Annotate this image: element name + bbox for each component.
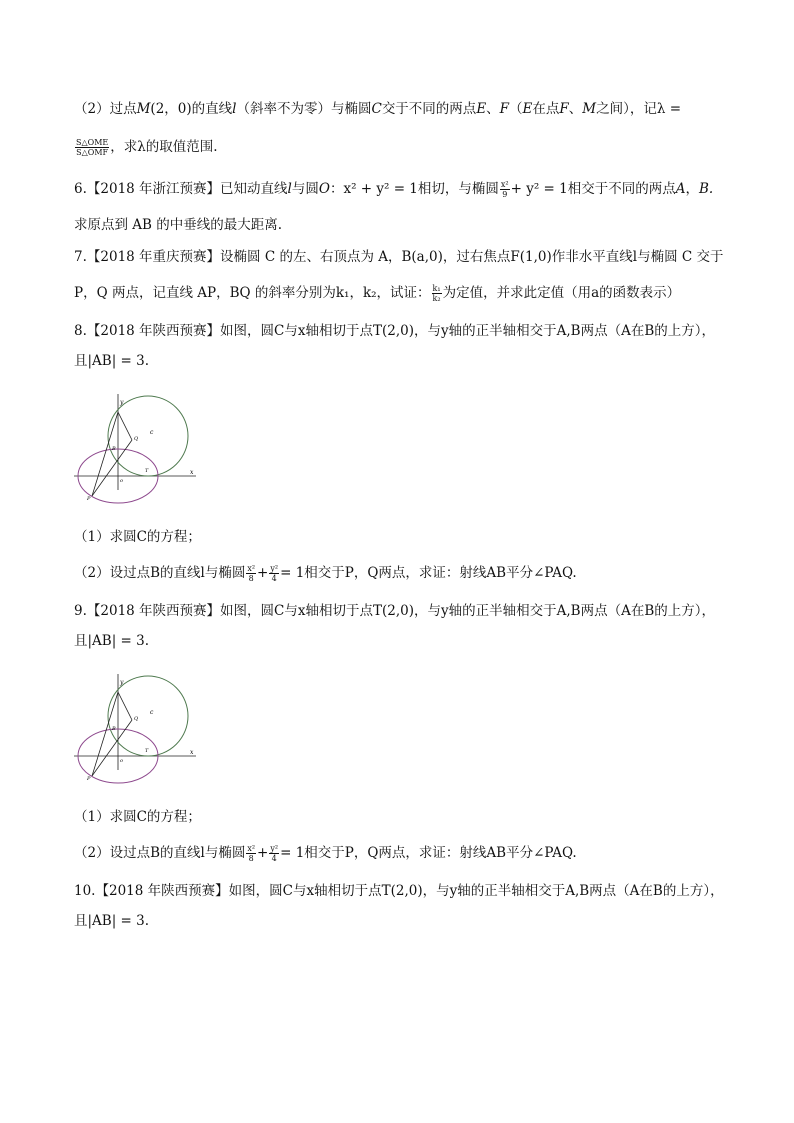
q9-fraction2 — [269, 844, 279, 863]
plus: + — [257, 845, 269, 861]
q5-part2-lead: （2）过点 — [74, 101, 137, 117]
q6-line2: 求原点到 AB 的中垂线的最大距离. — [74, 217, 283, 233]
frac-den: S△OMF — [76, 148, 109, 157]
q9-source: 【2018 年陕西预赛】 — [86, 603, 221, 619]
point-b: B. — [699, 181, 714, 197]
q8-part2 — [74, 564, 577, 583]
segment-aq — [118, 692, 132, 720]
q5-part2-line2 — [74, 138, 218, 157]
q10-line2: 且|AB| = 3. — [74, 913, 150, 929]
q8-figure — [72, 392, 202, 502]
lambda-fraction — [75, 138, 109, 157]
q9-part2a: （2）设过点B的直线l与椭圆 — [74, 845, 246, 861]
label-p: P — [87, 496, 91, 502]
frac-num: x² — [247, 844, 256, 853]
circle-o: O — [318, 181, 330, 197]
frac-num: y² — [270, 844, 279, 853]
frac-num: k₁ — [432, 284, 441, 293]
ellipse-c: C — [371, 101, 382, 117]
plus: + — [257, 565, 269, 581]
label-t: T — [145, 748, 149, 754]
q8-number: 8. — [74, 323, 87, 339]
q10-source: 【2018 年陕西预赛】 — [95, 883, 229, 899]
q10-line1 — [74, 882, 724, 900]
q9-number: 9. — [74, 603, 87, 619]
frac-den: 9 — [502, 190, 508, 199]
label-c: c — [150, 709, 154, 716]
q8-text1: 如图，圆C与x轴相切于点T(2,0)，与y轴的正半轴相交于A,B两点（A在B的上方）， — [220, 323, 716, 339]
q7-text2a: P，Q 两点，记直线 AP，BQ 的斜率分别为k₁，k₂，试证： — [74, 285, 431, 301]
q7-text2b: 为定值，并求此定值（用a的函数表示） — [442, 285, 681, 301]
q8-line1 — [74, 322, 715, 340]
label-t: T — [145, 468, 149, 474]
segment-ap — [92, 412, 118, 496]
q8-line2: 且|AB| = 3. — [74, 353, 150, 369]
point-m: M — [582, 101, 597, 117]
circle-c — [108, 396, 188, 476]
q8-part2a: （2）设过点B的直线l与椭圆 — [74, 565, 246, 581]
q8-part1: （1）求圆C的方程； — [74, 529, 201, 545]
paren: （ — [509, 101, 523, 117]
q6-text: 已知动直线 — [220, 181, 288, 197]
q9-part1: （1）求圆C的方程； — [74, 809, 201, 825]
q8-fraction2 — [269, 564, 279, 583]
q8-figure-svg — [72, 392, 202, 502]
q8-part2b: = 1相交于P，Q两点，求证：射线AB平分∠PAQ. — [280, 565, 577, 581]
point-a: A — [675, 181, 686, 197]
point-e: E — [522, 101, 533, 117]
line-l: l — [287, 181, 292, 197]
q7-source: 【2018 年重庆预赛】 — [86, 249, 221, 265]
point-e: E — [476, 101, 487, 117]
q6-fraction — [500, 180, 510, 199]
sep: 、 — [486, 101, 500, 117]
q9-line2: 且|AB| = 3. — [74, 633, 150, 649]
q5-part2-ask: ，求λ的取值范围. — [110, 139, 218, 155]
frac-num: x² — [247, 564, 256, 573]
label-q: Q — [134, 436, 139, 442]
q7-line1 — [74, 248, 723, 266]
q8-source: 【2018 年陕西预赛】 — [86, 323, 221, 339]
q9-fraction1 — [246, 844, 256, 863]
point-m: M — [136, 101, 151, 117]
q8-fraction1 — [246, 564, 256, 583]
q10-text1: 如图，圆C与x轴相切于点T(2,0)，与y轴的正半轴相交于A,B两点（A在B的上方）， — [228, 883, 724, 899]
text: 在点 — [532, 101, 560, 117]
q7-line2 — [74, 284, 680, 303]
frac-num: S△OME — [76, 138, 109, 147]
q5-part2-line1 — [74, 100, 681, 118]
q6-line1 — [74, 180, 713, 199]
circle-c — [108, 676, 188, 756]
frac-num: x² — [500, 180, 509, 189]
label-o: o — [120, 758, 124, 764]
q6-eq: ：x² + y² = 1相切，与椭圆 — [329, 181, 499, 197]
q5-part2-coord: (2，0)的直线 — [150, 101, 233, 117]
frac-num: y² — [270, 564, 279, 573]
q6-text: 与圆 — [291, 181, 319, 197]
q9-figure-svg — [72, 672, 202, 782]
frac-den: 4 — [271, 574, 277, 583]
q10-number: 10. — [74, 883, 96, 899]
label-b: B — [112, 726, 116, 732]
point-f: F — [499, 101, 510, 117]
q7-number: 7. — [74, 249, 87, 265]
frac-den: 4 — [271, 854, 277, 863]
label-x: x — [190, 469, 194, 476]
label-p: P — [87, 776, 91, 782]
q9-part2 — [74, 844, 577, 863]
label-y: y — [120, 399, 124, 406]
q5-part2-tail: 交于不同的两点 — [381, 101, 477, 117]
line-l: l — [232, 101, 237, 117]
q7-text1: 设椭圆 C 的左、右顶点为 A，B(a,0)，过右焦点F(1,0)作非水平直线l与椭圆 C 交于 — [220, 249, 724, 265]
q6-number: 6. — [74, 181, 87, 197]
label-o: o — [120, 478, 124, 484]
label-b: B — [112, 446, 116, 452]
q5-part2-mid: （斜率不为零）与椭圆 — [236, 101, 372, 117]
label-c: c — [150, 429, 154, 436]
frac-den: 8 — [248, 574, 254, 583]
label-x: x — [190, 749, 194, 756]
q9-part2b: = 1相交于P，Q两点，求证：射线AB平分∠PAQ. — [280, 845, 577, 861]
frac-den: 8 — [248, 854, 254, 863]
label-q: Q — [134, 716, 139, 722]
frac-den: k₂ — [432, 294, 441, 303]
point-f: F — [559, 101, 569, 117]
segment-aq — [118, 412, 132, 440]
lambda-def: 之间），记λ = — [596, 101, 682, 117]
q9-text1: 如图，圆C与x轴相切于点T(2,0)，与y轴的正半轴相交于A,B两点（A在B的上方）， — [220, 603, 716, 619]
sep: ， — [685, 181, 699, 197]
q6-source: 【2018 年浙江预赛】 — [86, 181, 221, 197]
sep: 、 — [568, 101, 583, 117]
segment-ap — [92, 692, 118, 776]
q7-fraction — [432, 284, 442, 303]
label-y: y — [120, 679, 124, 686]
q9-line1 — [74, 602, 715, 620]
q9-figure — [72, 672, 202, 782]
q6-eq: + y² = 1相交于不同的两点 — [510, 181, 676, 197]
